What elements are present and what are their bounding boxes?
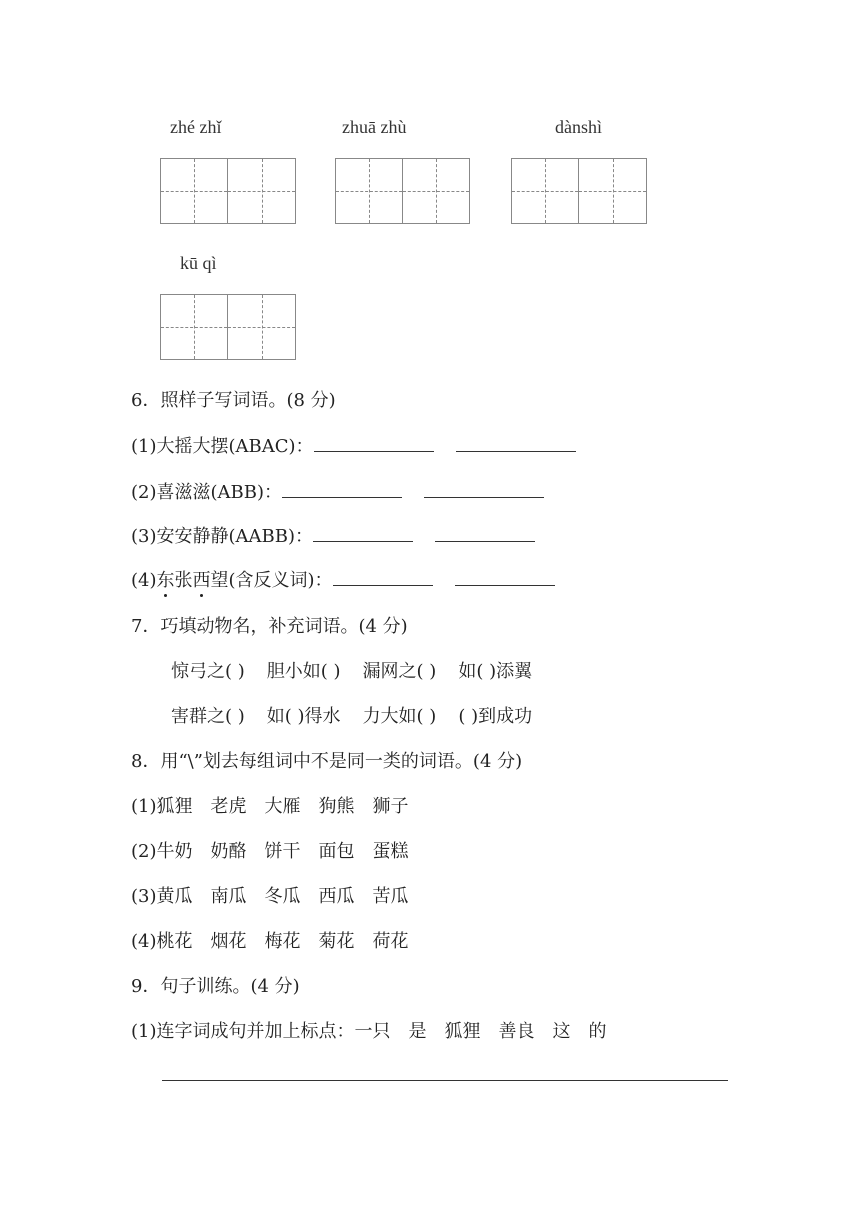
grid-cell[interactable] [161,295,228,359]
pinyin-label-3: dànshì [555,117,602,137]
grid-cell[interactable] [228,159,295,223]
q8-item-4: (4)桃花 烟花 梅花 菊花 荷花 [131,931,409,952]
q9-item-1: (1)连字词成句并加上标点：一只 是 狐狸 善良 这 的 [131,1021,607,1042]
q6-title: 6．照样子写词语。(8 分) [131,390,336,411]
q7-item: 漏网之( ) [362,661,437,682]
q6-item-1 [131,432,598,458]
answer-blank[interactable] [282,479,402,498]
grid-cell[interactable] [579,159,646,223]
q6-item-3-label: (3)安安静静(AABB)： [131,526,313,547]
writing-grid-2[interactable] [335,158,470,224]
q7-item: 力大如( ) [362,706,437,727]
q6-item-4-suffix: 望(含反义词)： [210,570,333,591]
grid-cell[interactable] [336,159,403,223]
q6-item-1-label: (1)大摇大摆(ABAC)： [131,436,314,457]
q6-item-4-char-xi: 西 [193,566,211,592]
writing-grid-4[interactable] [160,294,296,360]
answer-blank[interactable] [314,433,434,452]
q7-item: 胆小如( ) [266,661,341,682]
q6-item-4-char-zhang: 张 [174,570,193,591]
grid-cell[interactable] [512,159,579,223]
q9-title: 9．句子训练。(4 分) [131,976,300,997]
grid-cell[interactable] [161,159,228,223]
answer-blank[interactable] [456,433,576,452]
q8-item-1: (1)狐狸 老虎 大雁 狗熊 狮子 [131,796,409,817]
q7-item: 害群之( ) [171,706,245,727]
answer-blank[interactable] [435,523,535,542]
answer-blank[interactable] [455,567,555,586]
pinyin-label-2: zhuā zhù [342,117,407,137]
q7-item: 惊弓之( ) [171,661,245,682]
q8-item-3: (3)黄瓜 南瓜 冬瓜 西瓜 苦瓜 [131,886,409,907]
q8-title: 8．用“\”划去每组词中不是同一类的词语。(4 分) [131,751,523,772]
q9-answer-line[interactable] [162,1080,728,1081]
q7-row-2 [171,702,532,728]
q6-item-4 [131,566,577,592]
q6-item-4-prefix: (4) [131,570,157,591]
q8-item-2: (2)牛奶 奶酪 饼干 面包 蛋糕 [131,841,409,862]
q7-item: ( )到成功 [458,706,533,727]
grid-cell[interactable] [403,159,470,223]
answer-blank[interactable] [424,479,544,498]
pinyin-label-4: kū qì [180,253,217,273]
writing-grid-3[interactable] [511,158,647,224]
answer-blank[interactable] [313,523,413,542]
q6-item-4-char-dong: 东 [157,566,175,592]
q7-item: 如( )得水 [266,706,341,727]
grid-cell[interactable] [228,295,295,359]
answer-blank[interactable] [333,567,433,586]
q7-row-1 [171,657,532,683]
q7-item: 如( )添翼 [458,661,533,682]
q6-item-2-label: (2)喜滋滋(ABB)： [131,482,282,503]
q7-title: 7．巧填动物名，补充词语。(4 分) [131,616,408,637]
writing-grid-1[interactable] [160,158,296,224]
q6-item-2 [131,478,566,504]
pinyin-label-1: zhé zhǐ [170,117,222,137]
q6-item-3 [131,522,557,548]
